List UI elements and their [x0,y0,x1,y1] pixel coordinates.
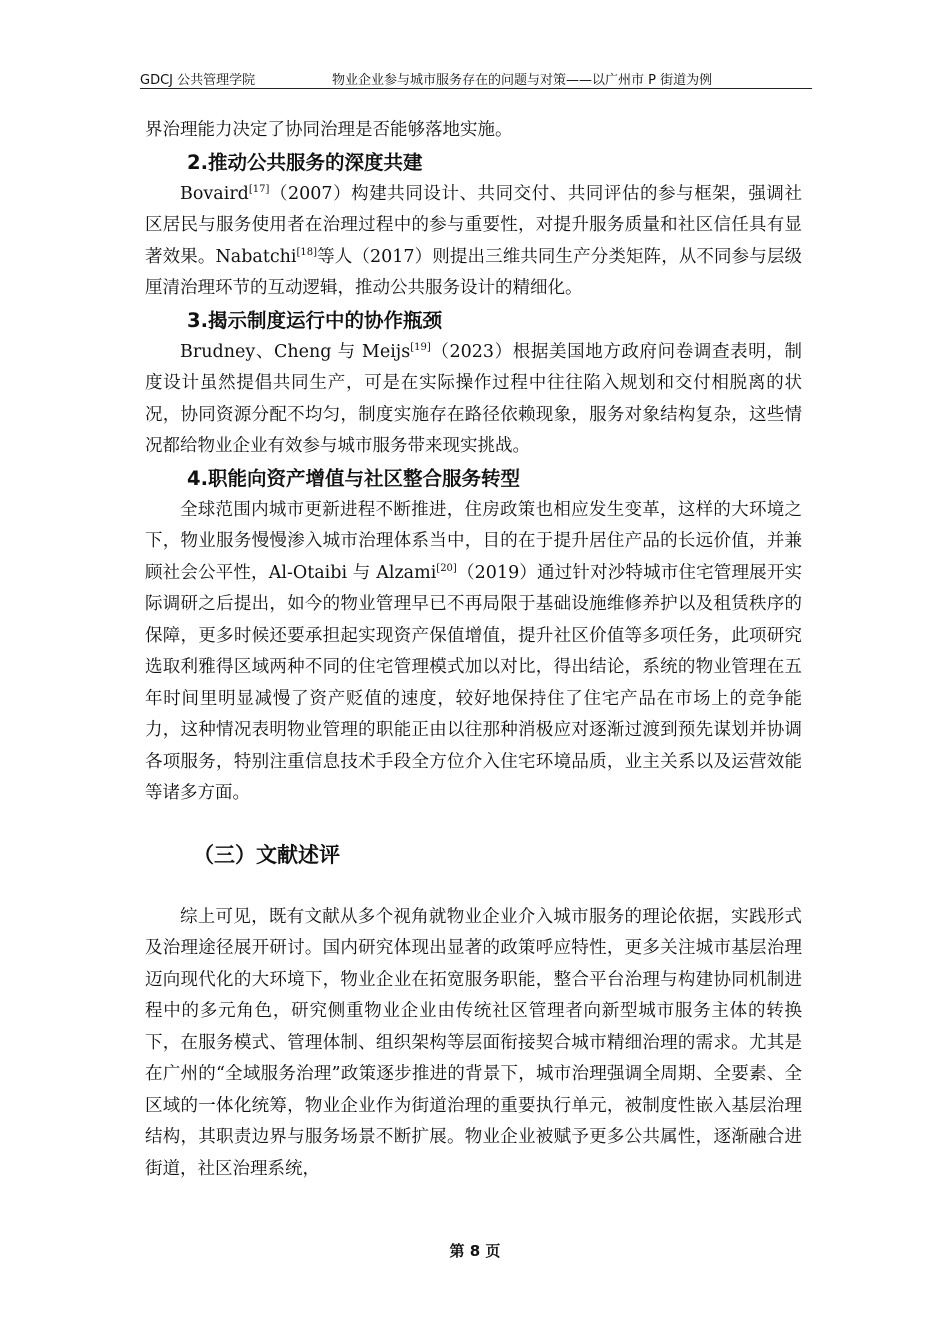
subheading-4: 4.职能向资产增值与社区整合服务转型 [187,466,520,490]
citation-19: [19] [410,341,431,353]
page-number: 第 8 页 [449,1242,501,1260]
paragraph-co-construction: Bovaird[17]（2007）构建共同设计、共同交付、共同评估的参与框架，强调社区居民与服务使用者在治理过程中的参与重要性，对提升服务质量和社区信任具有显著效果。Nabatchi[18]等人（2017）则提出三维共同生产分类矩阵，从不同参与层级厘清治理环节的互动逻辑，推动公共服务设计的精细化。 [145,183,802,298]
citation-20: [20] [436,562,457,574]
subheading-3: 3.揭示制度运行中的协作瓶颈 [187,308,442,332]
citation-18: [18] [296,246,318,258]
paragraph-transformation: 全球范围内城市更新进程不断推进，住房政策也相应发生变革，这样的大环境之下，物业服务慢慢渗入城市治理体系当中，目的在于提升居住产品的长远价值，并兼顾社会公平性，Al-Otaibi 与 Alzami[20]（2019）通过针对沙特城市住宅管理展开实际调研之后提出，如今的物业管理早已不再局限于基础设施维修养护以及租赁秩序的保障，更多时候还要承担起实现资产保值增值，提升社区价值等多项任务，此项研究选取利雅得区域两种不同的住宅管理模式加以对比，得出结论，系统的物业管理在五年时间里明显减慢了资产贬值的速度，较好地保持住了住宅产品在市场上的竞争能力，这种情况表明物业管理的职能正由以往那种消极应对逐渐过渡到预先谋划并协调各项服务，特别注重信息技术手段全方位介入住宅环境品质，业主关系以及运营效能等诸多方面。 [145,499,802,803]
page-body [145,115,802,1185]
subheading-2: 2.推动公共服务的深度共建 [187,150,423,174]
running-header [140,66,812,89]
section-title: （三）文献述评 [193,842,340,867]
header-paper-title: 物业企业参与城市服务存在的问题与对策——以广州市 P 街道为例 [332,73,713,88]
paragraph-review: 综上可见，既有文献从多个视角就物业企业介入城市服务的理论依据，实践形式及治理途径展开研讨。国内研究体现出显著的政策呼应特性，更多关注城市基层治理迈向现代化的大环境下，物业企业在拓宽服务职能，整合平台治理与构建协同机制进程中的多元角色，研究侧重物业企业由传统社区管理者向新型城市服务主体的转换下，在服务模式、管理体制、组织架构等层面衔接契合城市精细治理的需求。尤其是在广州的“全域服务治理”政策逐步推进的背景下，城市治理强调全周期、全要素、全区域的一体化统筹，物业企业作为街道治理的重要执行单元，被制度性嵌入基层治理结构，其职责边界与服务场景不断扩展。物业企业被赋予更多公共属性，逐渐融合进街道，社区治理系统， [145,906,802,1179]
paragraph-continuation: 界治理能力决定了协同治理是否能够落地实施。 [145,120,513,140]
citation-17: [17] [248,183,270,195]
header-institution: GDCJ 公共管理学院 [140,73,256,88]
paragraph-bottleneck: Brudney、Cheng 与 Meijs[19]（2023）根据美国地方政府问卷调查表明，制度设计虽然提倡共同生产，可是在实际操作过程中往往陷入规划和交付相脱离的状况，协同资源分配不均匀，制度实施存在路径依赖现象，服务对象结构复杂，这些情况都给物业企业有效参与城市服务带来现实挑战。 [145,341,802,456]
